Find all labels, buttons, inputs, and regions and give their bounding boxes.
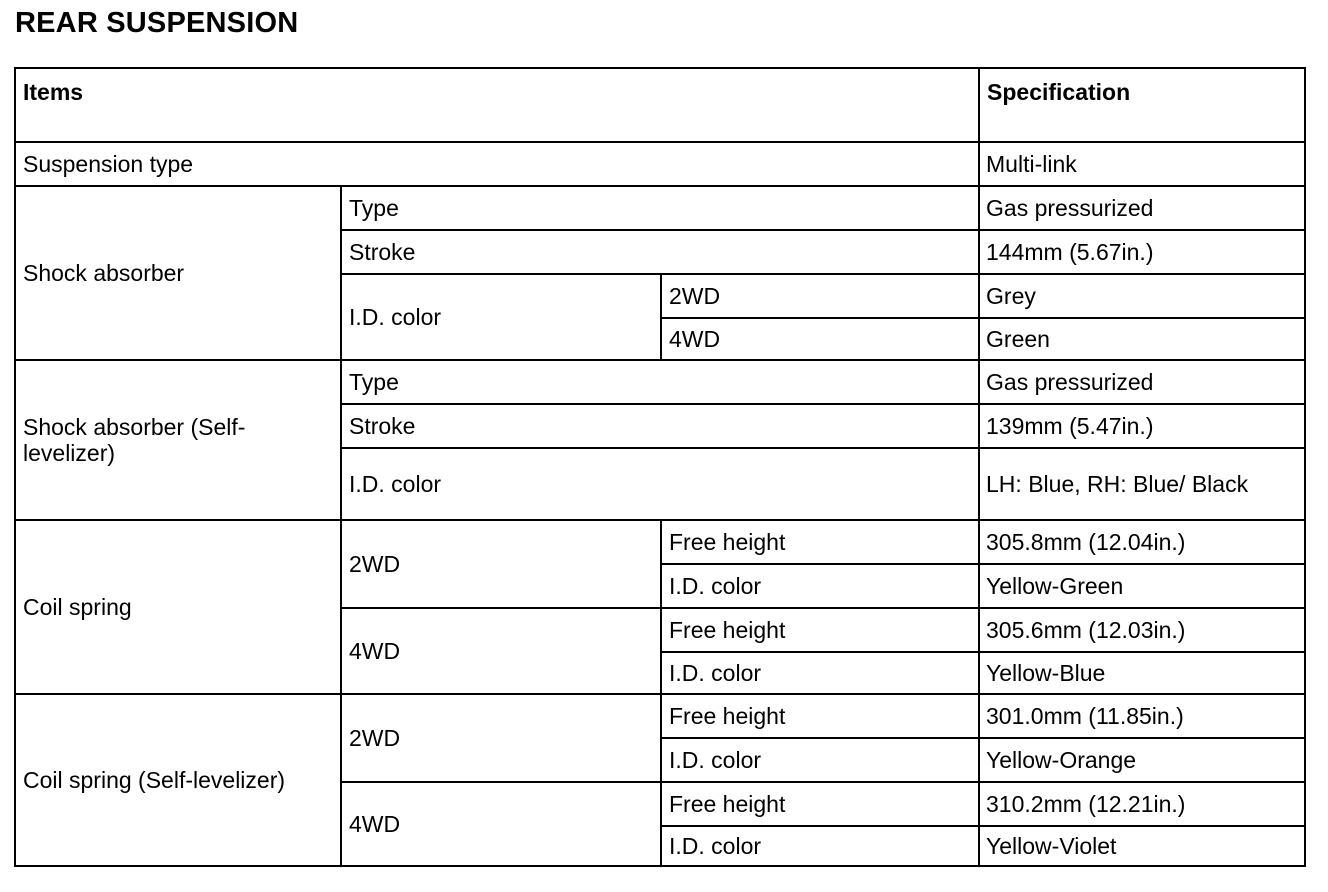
shock-id-4wd-value: Green — [979, 318, 1305, 360]
shock-self-label: Shock absorber (Self-levelizer) — [15, 360, 341, 520]
table-row — [15, 360, 1305, 404]
items-header: Items — [15, 68, 979, 142]
coil-4wd-free-height-value: 305.6mm (12.03in.) — [979, 608, 1305, 652]
coil-4wd-label: 4WD — [341, 608, 661, 694]
coil-spring-label: Coil spring — [15, 520, 341, 694]
coil-4wd-id-color-label: I.D. color — [661, 652, 979, 694]
coil-self-4wd-free-height-value: 310.2mm (12.21in.) — [979, 782, 1305, 826]
spec-table — [14, 67, 1306, 867]
coil-self-label: Coil spring (Self-levelizer) — [15, 694, 341, 866]
shock-self-id-color-label: I.D. color — [341, 448, 979, 520]
shock-id-color-label: I.D. color — [341, 274, 661, 360]
table-row — [15, 520, 1305, 564]
shock-id-4wd-label: 4WD — [661, 318, 979, 360]
coil-2wd-id-color-label: I.D. color — [661, 564, 979, 608]
shock-self-id-color-value: LH: Blue, RH: Blue/ Black — [979, 448, 1305, 520]
shock-stroke-value: 144mm (5.67in.) — [979, 230, 1305, 274]
suspension-type-label: Suspension type — [15, 142, 979, 186]
coil-self-4wd-label: 4WD — [341, 782, 661, 866]
coil-self-2wd-free-height-value: 301.0mm (11.85in.) — [979, 694, 1305, 738]
coil-2wd-free-height-label: Free height — [661, 520, 979, 564]
coil-4wd-id-color-value: Yellow-Blue — [979, 652, 1305, 694]
coil-self-2wd-label: 2WD — [341, 694, 661, 782]
shock-type-label: Type — [341, 186, 979, 230]
coil-4wd-free-height-label: Free height — [661, 608, 979, 652]
coil-2wd-id-color-value: Yellow-Green — [979, 564, 1305, 608]
coil-self-4wd-id-color-label: I.D. color — [661, 826, 979, 866]
coil-self-4wd-free-height-label: Free height — [661, 782, 979, 826]
shock-self-stroke-label: Stroke — [341, 404, 979, 448]
coil-self-2wd-id-color-value: Yellow-Orange — [979, 738, 1305, 782]
shock-absorber-label: Shock absorber — [15, 186, 341, 360]
page-title: REAR SUSPENSION — [15, 7, 299, 39]
shock-id-2wd-label: 2WD — [661, 274, 979, 318]
shock-type-value: Gas pressurized — [979, 186, 1305, 230]
coil-2wd-free-height-value: 305.8mm (12.04in.) — [979, 520, 1305, 564]
header-row — [15, 68, 1305, 142]
coil-2wd-label: 2WD — [341, 520, 661, 608]
shock-self-stroke-value: 139mm (5.47in.) — [979, 404, 1305, 448]
shock-self-type-value: Gas pressurized — [979, 360, 1305, 404]
coil-self-2wd-free-height-label: Free height — [661, 694, 979, 738]
coil-self-2wd-id-color-label: I.D. color — [661, 738, 979, 782]
suspension-type-value: Multi-link — [979, 142, 1305, 186]
shock-self-type-label: Type — [341, 360, 979, 404]
table-row — [15, 142, 1305, 186]
coil-self-4wd-id-color-value: Yellow-Violet — [979, 826, 1305, 866]
shock-id-2wd-value: Grey — [979, 274, 1305, 318]
table-row — [15, 694, 1305, 738]
specification-header: Specification — [979, 68, 1305, 142]
table-row — [15, 186, 1305, 230]
shock-stroke-label: Stroke — [341, 230, 979, 274]
